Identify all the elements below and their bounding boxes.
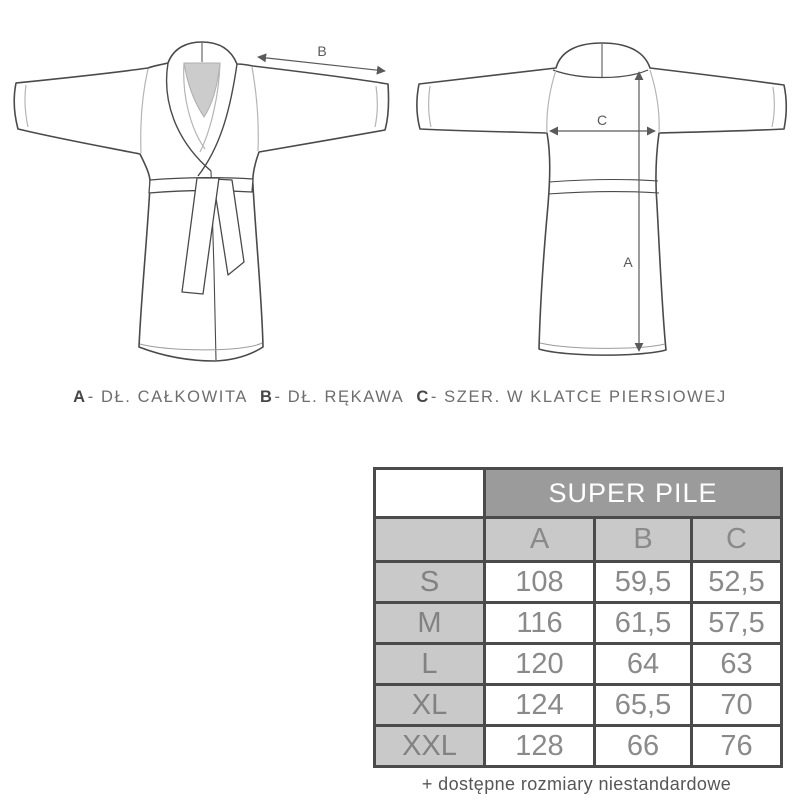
legend-text-a: - DŁ. CAŁKOWITA — [87, 388, 248, 406]
value-cell: 57,5 — [692, 603, 782, 644]
legend-key-c: C — [416, 388, 430, 406]
legend-text-b: - DŁ. RĘKAWA — [274, 388, 405, 406]
size-label: S — [375, 562, 485, 603]
size-table-section — [373, 467, 780, 795]
column-header-b: B — [595, 518, 692, 562]
table-spacer — [375, 469, 485, 518]
robe-front-illustration — [14, 42, 388, 361]
table-row — [375, 644, 782, 685]
size-label: XXL — [375, 726, 485, 767]
value-cell: 108 — [485, 562, 595, 603]
size-label: M — [375, 603, 485, 644]
size-label: L — [375, 644, 485, 685]
column-header-a: A — [485, 518, 595, 562]
legend-key-a: A — [73, 388, 87, 406]
table-row — [375, 562, 782, 603]
column-header-c: C — [692, 518, 782, 562]
value-cell: 61,5 — [595, 603, 692, 644]
size-label: XL — [375, 685, 485, 726]
value-cell: 124 — [485, 685, 595, 726]
legend-item-b — [260, 388, 404, 407]
measurement-legend — [0, 388, 800, 407]
legend-key-b: B — [260, 388, 274, 406]
value-cell: 59,5 — [595, 562, 692, 603]
value-cell: 76 — [692, 726, 782, 767]
measure-label-c: C — [596, 112, 608, 128]
table-row — [375, 685, 782, 726]
corner-cell — [375, 518, 485, 562]
legend-item-a — [73, 388, 248, 407]
robe-measurement-diagram — [0, 0, 800, 382]
robe-back-illustration — [417, 43, 786, 355]
value-cell: 116 — [485, 603, 595, 644]
value-cell: 120 — [485, 644, 595, 685]
value-cell: 70 — [692, 685, 782, 726]
measure-label-a: A — [623, 254, 633, 270]
value-cell: 64 — [595, 644, 692, 685]
value-cell: 63 — [692, 644, 782, 685]
measure-line-b — [258, 43, 385, 71]
measure-label-b: B — [317, 43, 327, 59]
table-row — [375, 726, 782, 767]
size-table — [373, 467, 783, 768]
value-cell: 52,5 — [692, 562, 782, 603]
value-cell: 128 — [485, 726, 595, 767]
table-title: SUPER PILE — [485, 469, 782, 518]
legend-item-c — [416, 388, 726, 407]
table-row — [375, 603, 782, 644]
custom-sizes-note: + dostępne rozmiary niestandardowe — [421, 774, 732, 794]
value-cell: 65,5 — [595, 685, 692, 726]
value-cell: 66 — [595, 726, 692, 767]
legend-text-c: - SZER. W KLATCE PIERSIOWEJ — [430, 388, 727, 406]
